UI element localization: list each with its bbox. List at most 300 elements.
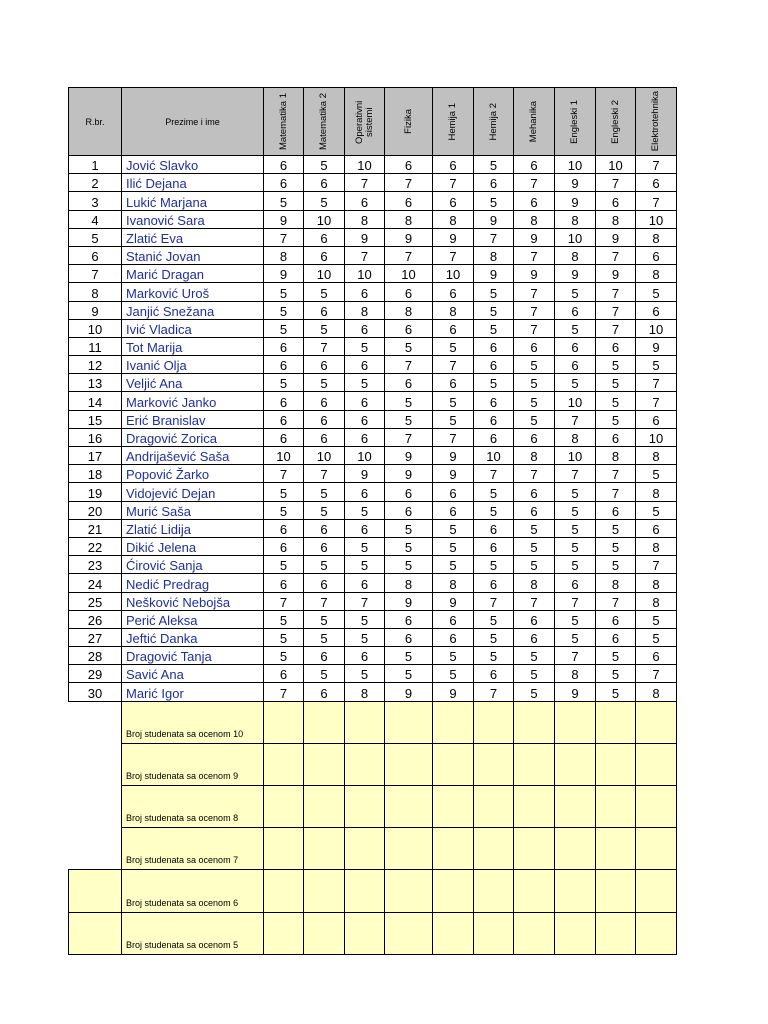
grade-cell[interactable]: 10 — [555, 447, 596, 465]
grade-cell[interactable]: 9 — [636, 337, 677, 355]
grade-cell[interactable]: 6 — [555, 574, 596, 592]
grade-cell[interactable]: 5 — [596, 665, 636, 683]
grade-cell[interactable]: 6 — [596, 428, 636, 446]
grade-cell[interactable]: 5 — [596, 392, 636, 410]
grade-cell[interactable]: 7 — [345, 592, 385, 610]
grade-cell[interactable]: 5 — [385, 665, 433, 683]
grade-cell[interactable]: 6 — [345, 574, 385, 592]
student-name[interactable]: Ivanić Olja — [122, 356, 264, 374]
grade-cell[interactable]: 6 — [345, 319, 385, 337]
grade-cell[interactable]: 6 — [304, 356, 345, 374]
summary-count-cell[interactable] — [596, 912, 636, 954]
grade-cell[interactable]: 5 — [385, 337, 433, 355]
grade-cell[interactable]: 5 — [385, 410, 433, 428]
grade-cell[interactable]: 5 — [514, 356, 555, 374]
summary-count-cell[interactable] — [264, 743, 304, 785]
grade-cell[interactable]: 5 — [514, 647, 555, 665]
student-name[interactable]: Savić Ana — [122, 665, 264, 683]
summary-count-cell[interactable] — [385, 828, 433, 870]
row-number[interactable]: 10 — [69, 319, 122, 337]
grade-cell[interactable]: 6 — [345, 192, 385, 210]
summary-count-cell[interactable] — [555, 743, 596, 785]
grade-cell[interactable]: 7 — [345, 174, 385, 192]
grade-cell[interactable]: 7 — [596, 246, 636, 264]
grade-cell[interactable]: 5 — [385, 647, 433, 665]
summary-count-cell[interactable] — [474, 912, 514, 954]
summary-count-cell[interactable] — [264, 912, 304, 954]
table-row[interactable] — [69, 519, 677, 537]
grade-cell[interactable]: 5 — [264, 501, 304, 519]
grade-cell[interactable]: 5 — [264, 610, 304, 628]
grade-cell[interactable]: 6 — [304, 647, 345, 665]
row-number[interactable]: 5 — [69, 228, 122, 246]
grade-cell[interactable]: 7 — [596, 319, 636, 337]
grade-cell[interactable]: 5 — [345, 556, 385, 574]
table-row[interactable] — [69, 174, 677, 192]
grade-cell[interactable]: 7 — [433, 246, 474, 264]
grade-cell[interactable]: 10 — [555, 228, 596, 246]
table-row[interactable] — [69, 356, 677, 374]
grade-cell[interactable]: 7 — [636, 374, 677, 392]
grade-cell[interactable]: 7 — [514, 592, 555, 610]
grade-cell[interactable]: 6 — [304, 301, 345, 319]
grade-cell[interactable]: 5 — [345, 374, 385, 392]
row-number[interactable]: 3 — [69, 192, 122, 210]
summary-count-cell[interactable] — [514, 743, 555, 785]
grade-cell[interactable]: 9 — [385, 228, 433, 246]
summary-count-cell[interactable] — [304, 828, 345, 870]
grade-cell[interactable]: 6 — [474, 410, 514, 428]
grade-cell[interactable]: 9 — [555, 683, 596, 701]
grade-cell[interactable]: 5 — [474, 483, 514, 501]
row-number[interactable]: 4 — [69, 210, 122, 228]
student-name[interactable]: Veljić Ana — [122, 374, 264, 392]
summary-count-cell[interactable] — [433, 786, 474, 828]
summary-count-cell[interactable] — [385, 743, 433, 785]
grade-cell[interactable]: 5 — [264, 628, 304, 646]
grade-cell[interactable]: 7 — [596, 283, 636, 301]
grade-cell[interactable]: 10 — [304, 447, 345, 465]
summary-count-cell[interactable] — [636, 870, 677, 912]
grade-cell[interactable]: 6 — [474, 665, 514, 683]
grade-cell[interactable]: 6 — [345, 283, 385, 301]
grade-cell[interactable]: 6 — [385, 628, 433, 646]
summary-count-cell[interactable] — [345, 701, 385, 743]
grade-cell[interactable]: 9 — [474, 265, 514, 283]
grade-cell[interactable]: 6 — [385, 319, 433, 337]
grade-cell[interactable]: 6 — [474, 356, 514, 374]
grade-cell[interactable]: 7 — [596, 483, 636, 501]
grade-cell[interactable]: 6 — [264, 156, 304, 174]
grade-cell[interactable]: 10 — [345, 447, 385, 465]
student-name[interactable]: Jeftić Danka — [122, 628, 264, 646]
grade-cell[interactable]: 9 — [345, 228, 385, 246]
grade-cell[interactable]: 6 — [345, 428, 385, 446]
grade-cell[interactable]: 5 — [345, 610, 385, 628]
grade-cell[interactable]: 6 — [555, 337, 596, 355]
student-name[interactable]: Tot Marija — [122, 337, 264, 355]
table-row[interactable] — [69, 483, 677, 501]
grade-cell[interactable]: 6 — [636, 246, 677, 264]
grade-cell[interactable]: 6 — [385, 610, 433, 628]
grade-cell[interactable]: 6 — [345, 392, 385, 410]
grade-cell[interactable]: 8 — [555, 428, 596, 446]
grade-cell[interactable]: 5 — [636, 283, 677, 301]
grade-cell[interactable]: 6 — [514, 501, 555, 519]
grade-cell[interactable]: 6 — [304, 392, 345, 410]
grade-cell[interactable]: 7 — [596, 592, 636, 610]
grade-cell[interactable]: 6 — [264, 356, 304, 374]
summary-count-cell[interactable] — [264, 828, 304, 870]
grade-cell[interactable]: 6 — [304, 174, 345, 192]
summary-count-cell[interactable] — [514, 828, 555, 870]
student-name[interactable]: Ćirović Sanja — [122, 556, 264, 574]
grade-cell[interactable]: 6 — [636, 647, 677, 665]
summary-count-cell[interactable] — [264, 786, 304, 828]
student-name[interactable]: Erić Branislav — [122, 410, 264, 428]
row-number[interactable]: 6 — [69, 246, 122, 264]
row-number[interactable]: 8 — [69, 283, 122, 301]
grade-cell[interactable]: 5 — [555, 283, 596, 301]
summary-count-cell[interactable] — [596, 701, 636, 743]
grade-cell[interactable]: 5 — [474, 156, 514, 174]
grade-cell[interactable]: 6 — [264, 410, 304, 428]
grade-cell[interactable]: 8 — [596, 447, 636, 465]
grade-cell[interactable]: 6 — [345, 356, 385, 374]
summary-count-cell[interactable] — [345, 912, 385, 954]
table-row[interactable] — [69, 265, 677, 283]
summary-count-cell[interactable] — [345, 828, 385, 870]
grade-cell[interactable]: 6 — [555, 356, 596, 374]
grade-cell[interactable]: 10 — [304, 210, 345, 228]
grade-cell[interactable]: 6 — [264, 665, 304, 683]
grade-cell[interactable]: 6 — [433, 610, 474, 628]
row-number[interactable]: 24 — [69, 574, 122, 592]
summary-count-cell[interactable] — [264, 701, 304, 743]
row-number[interactable]: 26 — [69, 610, 122, 628]
grade-cell[interactable]: 5 — [304, 283, 345, 301]
grade-cell[interactable]: 10 — [555, 156, 596, 174]
table-row[interactable] — [69, 319, 677, 337]
grade-cell[interactable]: 5 — [555, 556, 596, 574]
grade-cell[interactable]: 6 — [636, 174, 677, 192]
grade-cell[interactable]: 5 — [433, 410, 474, 428]
grade-cell[interactable]: 6 — [514, 337, 555, 355]
summary-count-cell[interactable] — [433, 828, 474, 870]
grade-cell[interactable]: 7 — [555, 410, 596, 428]
grade-cell[interactable]: 5 — [264, 483, 304, 501]
table-row[interactable] — [69, 210, 677, 228]
grade-cell[interactable]: 8 — [474, 246, 514, 264]
grade-cell[interactable]: 5 — [385, 556, 433, 574]
grade-cell[interactable]: 7 — [385, 356, 433, 374]
table-row[interactable] — [69, 574, 677, 592]
grade-cell[interactable]: 5 — [514, 537, 555, 555]
summary-count-cell[interactable] — [433, 912, 474, 954]
grade-cell[interactable]: 6 — [636, 410, 677, 428]
table-row[interactable] — [69, 592, 677, 610]
grade-cell[interactable]: 6 — [433, 283, 474, 301]
row-number[interactable]: 21 — [69, 519, 122, 537]
grade-cell[interactable]: 9 — [514, 228, 555, 246]
student-name[interactable]: Popović Žarko — [122, 465, 264, 483]
grade-cell[interactable]: 6 — [433, 501, 474, 519]
summary-count-cell[interactable] — [264, 870, 304, 912]
grade-cell[interactable]: 6 — [514, 610, 555, 628]
grade-cell[interactable]: 6 — [596, 192, 636, 210]
grade-cell[interactable]: 9 — [596, 228, 636, 246]
student-name[interactable]: Marić Igor — [122, 683, 264, 701]
grade-cell[interactable]: 7 — [596, 174, 636, 192]
summary-count-cell[interactable] — [514, 701, 555, 743]
table-row[interactable] — [69, 301, 677, 319]
grade-cell[interactable]: 5 — [264, 192, 304, 210]
student-name[interactable]: Dragović Tanja — [122, 647, 264, 665]
table-row[interactable] — [69, 501, 677, 519]
grade-cell[interactable]: 5 — [514, 556, 555, 574]
grade-cell[interactable]: 6 — [345, 519, 385, 537]
grade-cell[interactable]: 7 — [474, 683, 514, 701]
summary-count-cell[interactable] — [385, 786, 433, 828]
grade-cell[interactable]: 5 — [304, 319, 345, 337]
grade-cell[interactable]: 8 — [514, 447, 555, 465]
grade-cell[interactable]: 7 — [555, 592, 596, 610]
grade-cell[interactable]: 10 — [555, 392, 596, 410]
student-name[interactable]: Marković Uroš — [122, 283, 264, 301]
grade-cell[interactable]: 5 — [304, 192, 345, 210]
grade-cell[interactable]: 6 — [304, 410, 345, 428]
grade-cell[interactable]: 8 — [345, 210, 385, 228]
table-row[interactable] — [69, 337, 677, 355]
grade-cell[interactable]: 9 — [474, 210, 514, 228]
grade-cell[interactable]: 8 — [636, 265, 677, 283]
grade-cell[interactable]: 6 — [385, 483, 433, 501]
grade-cell[interactable]: 6 — [385, 283, 433, 301]
grade-cell[interactable]: 9 — [345, 465, 385, 483]
grade-cell[interactable]: 5 — [596, 374, 636, 392]
grade-cell[interactable]: 5 — [514, 392, 555, 410]
summary-count-cell[interactable] — [433, 743, 474, 785]
grade-cell[interactable]: 7 — [264, 228, 304, 246]
grade-cell[interactable]: 6 — [474, 519, 514, 537]
student-name[interactable]: Ivić Vladica — [122, 319, 264, 337]
table-row[interactable] — [69, 447, 677, 465]
grade-cell[interactable]: 5 — [433, 519, 474, 537]
grade-cell[interactable]: 7 — [304, 337, 345, 355]
grade-cell[interactable]: 6 — [596, 610, 636, 628]
summary-count-cell[interactable] — [555, 701, 596, 743]
student-name[interactable]: Janjić Snežana — [122, 301, 264, 319]
table-row[interactable] — [69, 537, 677, 555]
grade-cell[interactable]: 7 — [385, 246, 433, 264]
table-row[interactable] — [69, 556, 677, 574]
grade-cell[interactable]: 10 — [433, 265, 474, 283]
summary-count-cell[interactable] — [636, 912, 677, 954]
grade-cell[interactable]: 6 — [345, 483, 385, 501]
grade-cell[interactable]: 5 — [474, 556, 514, 574]
table-row[interactable] — [69, 647, 677, 665]
grade-cell[interactable]: 8 — [433, 210, 474, 228]
row-number[interactable]: 19 — [69, 483, 122, 501]
grade-cell[interactable]: 8 — [514, 210, 555, 228]
row-number[interactable]: 27 — [69, 628, 122, 646]
grade-cell[interactable]: 7 — [596, 465, 636, 483]
grade-cell[interactable]: 7 — [474, 592, 514, 610]
student-name[interactable]: Ilić Dejana — [122, 174, 264, 192]
grade-cell[interactable]: 7 — [304, 592, 345, 610]
student-name[interactable]: Jović Slavko — [122, 156, 264, 174]
grade-cell[interactable]: 5 — [636, 465, 677, 483]
table-row[interactable] — [69, 392, 677, 410]
summary-count-cell[interactable] — [474, 870, 514, 912]
grade-cell[interactable]: 6 — [474, 337, 514, 355]
summary-count-cell[interactable] — [474, 786, 514, 828]
grade-cell[interactable]: 10 — [636, 428, 677, 446]
grade-cell[interactable]: 5 — [264, 301, 304, 319]
summary-count-cell[interactable] — [304, 743, 345, 785]
grade-cell[interactable]: 6 — [596, 628, 636, 646]
summary-count-cell[interactable] — [555, 870, 596, 912]
grade-cell[interactable]: 5 — [555, 519, 596, 537]
grade-cell[interactable]: 5 — [514, 519, 555, 537]
grade-cell[interactable]: 5 — [433, 556, 474, 574]
grade-cell[interactable]: 7 — [385, 428, 433, 446]
grade-cell[interactable]: 7 — [514, 465, 555, 483]
grade-cell[interactable]: 6 — [264, 519, 304, 537]
grade-cell[interactable]: 6 — [385, 501, 433, 519]
grade-cell[interactable]: 6 — [474, 174, 514, 192]
grade-cell[interactable]: 5 — [345, 665, 385, 683]
grade-cell[interactable]: 7 — [514, 283, 555, 301]
grade-cell[interactable]: 6 — [636, 519, 677, 537]
table-row[interactable] — [69, 628, 677, 646]
row-number[interactable]: 1 — [69, 156, 122, 174]
summary-count-cell[interactable] — [345, 870, 385, 912]
student-name[interactable]: Perić Aleksa — [122, 610, 264, 628]
grade-cell[interactable]: 5 — [636, 356, 677, 374]
summary-count-cell[interactable] — [636, 786, 677, 828]
summary-row[interactable] — [69, 701, 677, 743]
summary-row[interactable] — [69, 786, 677, 828]
grade-cell[interactable]: 5 — [474, 501, 514, 519]
row-number[interactable]: 30 — [69, 683, 122, 701]
grade-cell[interactable]: 5 — [636, 628, 677, 646]
summary-count-cell[interactable] — [304, 912, 345, 954]
grade-cell[interactable]: 10 — [385, 265, 433, 283]
summary-count-cell[interactable] — [514, 912, 555, 954]
grade-cell[interactable]: 5 — [304, 501, 345, 519]
grade-cell[interactable]: 8 — [636, 592, 677, 610]
grade-cell[interactable]: 7 — [433, 174, 474, 192]
grade-cell[interactable]: 5 — [264, 283, 304, 301]
grade-cell[interactable]: 5 — [555, 537, 596, 555]
grade-cell[interactable]: 5 — [555, 483, 596, 501]
grade-cell[interactable]: 5 — [264, 374, 304, 392]
summary-count-cell[interactable] — [636, 743, 677, 785]
grade-cell[interactable]: 6 — [264, 428, 304, 446]
grade-cell[interactable]: 9 — [555, 174, 596, 192]
grade-cell[interactable]: 8 — [636, 228, 677, 246]
grade-cell[interactable]: 5 — [264, 647, 304, 665]
student-name[interactable]: Murić Saša — [122, 501, 264, 519]
grade-cell[interactable]: 5 — [636, 501, 677, 519]
summary-count-cell[interactable] — [596, 828, 636, 870]
grade-cell[interactable]: 6 — [304, 519, 345, 537]
summary-count-cell[interactable] — [555, 828, 596, 870]
table-row[interactable] — [69, 428, 677, 446]
summary-count-cell[interactable] — [636, 828, 677, 870]
summary-count-cell[interactable] — [514, 870, 555, 912]
grade-cell[interactable]: 6 — [474, 537, 514, 555]
grade-cell[interactable]: 5 — [474, 192, 514, 210]
grade-cell[interactable]: 6 — [596, 501, 636, 519]
grade-cell[interactable]: 6 — [596, 337, 636, 355]
grade-cell[interactable]: 5 — [555, 628, 596, 646]
summary-count-cell[interactable] — [555, 912, 596, 954]
grade-cell[interactable]: 7 — [514, 246, 555, 264]
grade-cell[interactable]: 10 — [345, 265, 385, 283]
grade-cell[interactable]: 8 — [555, 665, 596, 683]
grade-cell[interactable]: 5 — [385, 392, 433, 410]
grade-cell[interactable]: 5 — [304, 156, 345, 174]
grade-cell[interactable]: 6 — [264, 537, 304, 555]
summary-count-cell[interactable] — [304, 701, 345, 743]
grade-cell[interactable]: 8 — [596, 210, 636, 228]
table-row[interactable] — [69, 610, 677, 628]
row-number[interactable]: 22 — [69, 537, 122, 555]
grade-cell[interactable]: 8 — [345, 683, 385, 701]
grade-cell[interactable]: 10 — [474, 447, 514, 465]
grade-cell[interactable]: 6 — [433, 374, 474, 392]
grade-cell[interactable]: 5 — [264, 556, 304, 574]
grade-cell[interactable]: 9 — [385, 447, 433, 465]
grade-cell[interactable]: 5 — [596, 647, 636, 665]
row-number[interactable]: 14 — [69, 392, 122, 410]
grade-cell[interactable]: 9 — [385, 465, 433, 483]
grade-cell[interactable]: 6 — [514, 628, 555, 646]
grade-cell[interactable]: 8 — [433, 301, 474, 319]
grade-cell[interactable]: 5 — [596, 537, 636, 555]
student-name[interactable]: Marić Dragan — [122, 265, 264, 283]
grade-cell[interactable]: 6 — [514, 156, 555, 174]
grade-cell[interactable]: 6 — [264, 174, 304, 192]
student-name[interactable]: Marković Janko — [122, 392, 264, 410]
grade-cell[interactable]: 7 — [514, 174, 555, 192]
grade-cell[interactable]: 5 — [555, 319, 596, 337]
grade-cell[interactable]: 6 — [514, 483, 555, 501]
grade-cell[interactable]: 8 — [385, 301, 433, 319]
grade-cell[interactable]: 9 — [433, 447, 474, 465]
grade-cell[interactable]: 5 — [596, 556, 636, 574]
grade-cell[interactable]: 8 — [433, 574, 474, 592]
row-number[interactable]: 16 — [69, 428, 122, 446]
table-row[interactable] — [69, 465, 677, 483]
grade-cell[interactable]: 5 — [304, 556, 345, 574]
grade-cell[interactable]: 8 — [514, 574, 555, 592]
grade-cell[interactable]: 5 — [345, 337, 385, 355]
grade-cell[interactable]: 9 — [433, 683, 474, 701]
grade-cell[interactable]: 9 — [264, 265, 304, 283]
student-name[interactable]: Ivanović Sara — [122, 210, 264, 228]
grade-cell[interactable]: 5 — [474, 374, 514, 392]
grade-cell[interactable]: 9 — [264, 210, 304, 228]
grade-cell[interactable]: 6 — [636, 301, 677, 319]
student-name[interactable]: Dragović Zorica — [122, 428, 264, 446]
grade-cell[interactable]: 5 — [345, 628, 385, 646]
grade-cell[interactable]: 9 — [385, 683, 433, 701]
summary-count-cell[interactable] — [474, 701, 514, 743]
grade-cell[interactable]: 9 — [596, 265, 636, 283]
